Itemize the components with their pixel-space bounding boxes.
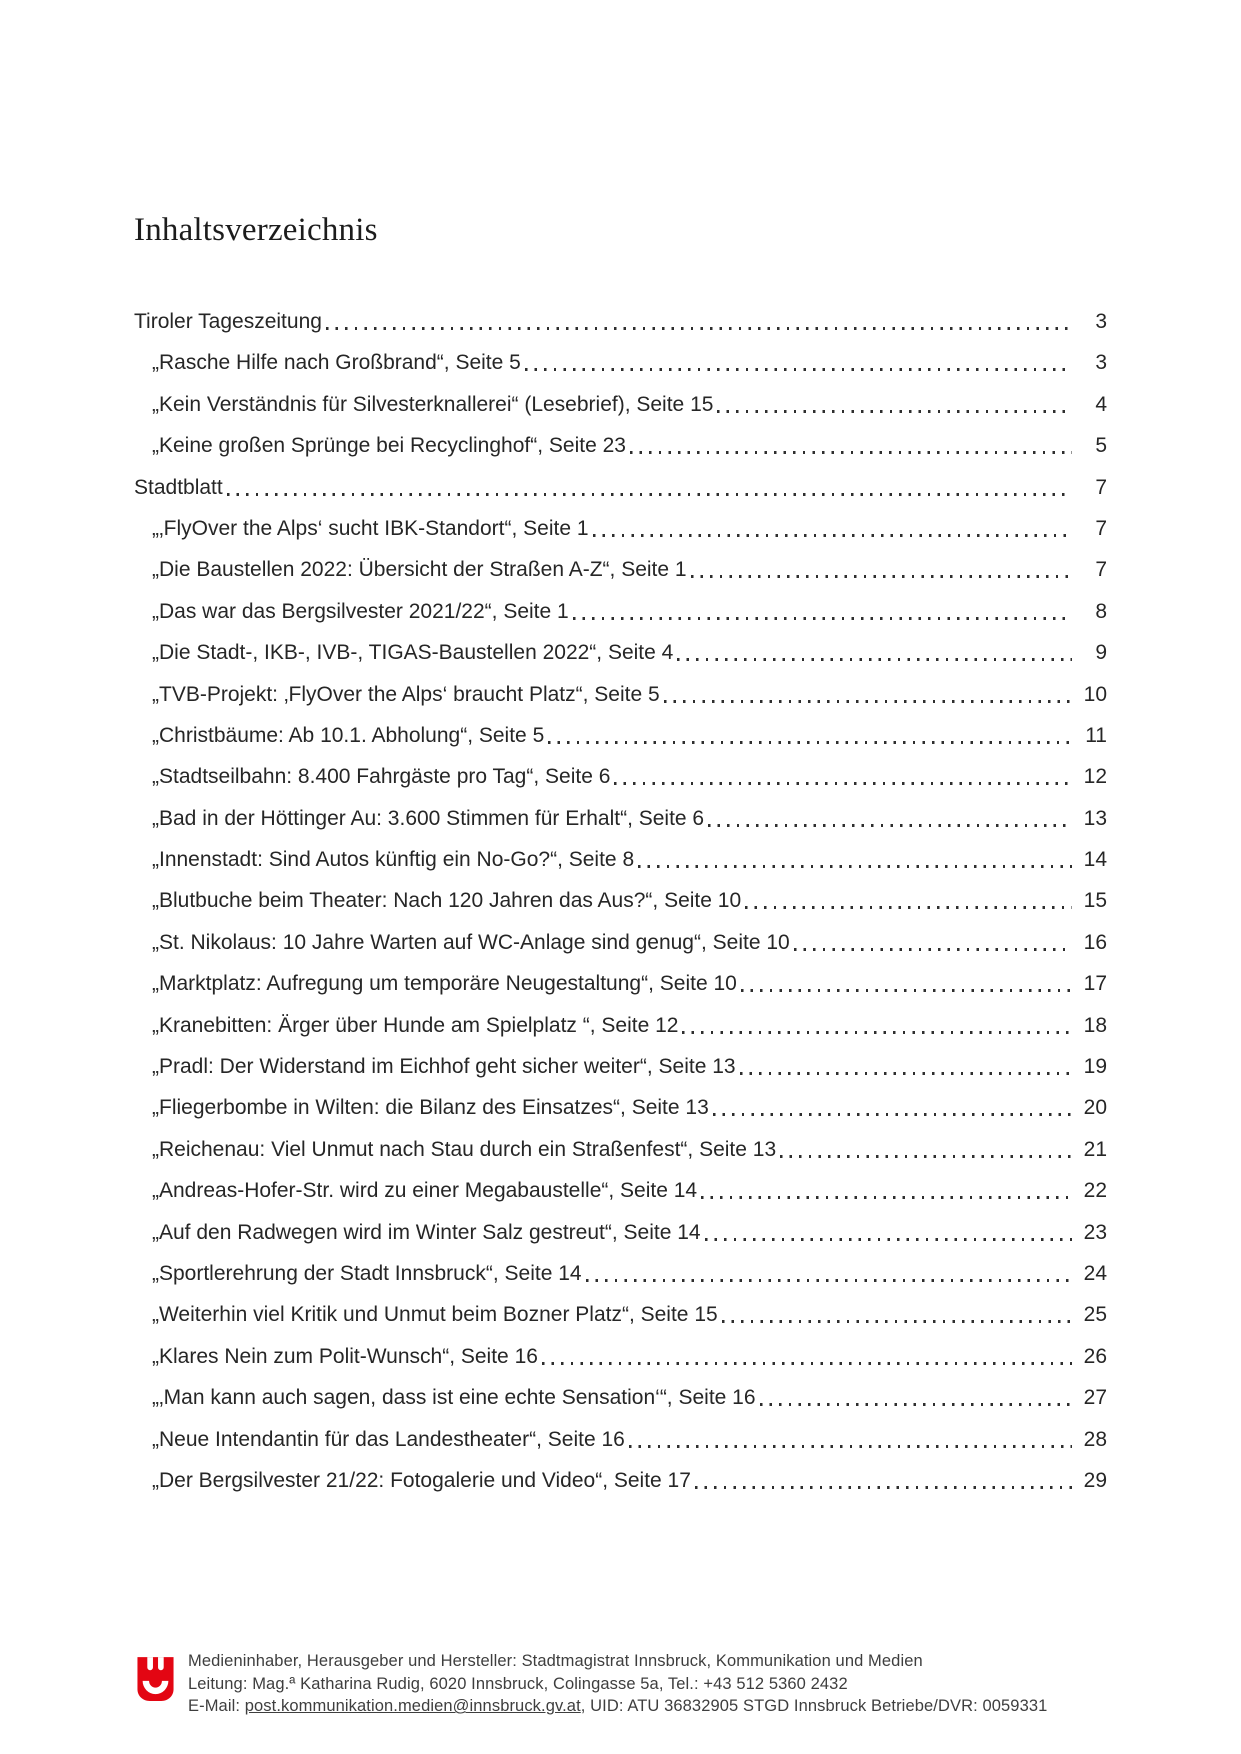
toc-entry[interactable]	[134, 1175, 1107, 1204]
toc-dot-leader	[593, 534, 1072, 537]
toc-entry[interactable]	[134, 968, 1107, 997]
toc-entry-page-number: 3	[1095, 310, 1107, 333]
toc-dot-leader	[722, 1320, 1072, 1323]
toc-entry[interactable]	[134, 389, 1107, 418]
toc-dot-leader	[745, 906, 1072, 909]
toc-entry-label: „Die Baustellen 2022: Übersicht der Straßen A-Z“, Seite 1	[152, 558, 687, 582]
toc-entry-label: „Andreas-Hofer-Str. wird zu einer Megabaustelle“, Seite 14	[152, 1179, 698, 1203]
toc-entry-label: „‚Man kann auch sagen, dass ist eine echte Sensation‘“, Seite 16	[152, 1386, 756, 1410]
page-title: Inhaltsverzeichnis	[134, 212, 378, 248]
toc-entry-page-number: 4	[1095, 392, 1107, 416]
toc-dot-leader	[227, 493, 1072, 496]
toc-entry[interactable]	[134, 1258, 1107, 1287]
toc-list	[134, 306, 1107, 1494]
toc-entry-label: „Pradl: Der Widerstand im Eichhof geht sicher weiter“, Seite 13	[152, 1055, 736, 1079]
innsbruck-logo-icon	[136, 1656, 175, 1707]
toc-entry-label: „Fliegerbombe in Wilten: die Bilanz des Einsatzes“, Seite 13	[152, 1096, 709, 1120]
toc-entry[interactable]	[134, 679, 1107, 708]
toc-dot-leader	[548, 741, 1072, 744]
toc-dot-leader	[326, 327, 1072, 330]
toc-dot-leader	[741, 989, 1072, 992]
toc-dot-leader	[705, 1238, 1072, 1241]
toc-entry-page-number: 12	[1083, 765, 1107, 789]
toc-dot-leader	[677, 658, 1072, 661]
toc-entry-label: „Stadtseilbahn: 8.400 Fahrgäste pro Tag“, Seite 6	[152, 765, 611, 789]
toc-entry-page-number: 9	[1095, 641, 1107, 665]
toc-entry-label: „Bad in der Höttinger Au: 3.600 Stimmen für Erhalt“, Seite 6	[152, 806, 705, 830]
toc-entry[interactable]	[134, 927, 1107, 956]
toc-entry-label: „Sportlerehrung der Stadt Innsbruck“, Seite 14	[152, 1261, 582, 1285]
toc-entry[interactable]	[134, 1424, 1107, 1453]
toc-entry-label: „Die Stadt-, IKB-, IVB-, TIGAS-Baustellen 2022“, Seite 4	[152, 641, 674, 665]
toc-dot-leader	[695, 1486, 1072, 1489]
toc-entry-label: „TVB-Projekt: ‚FlyOver the Alps‘ braucht Platz“, Seite 5	[152, 682, 660, 706]
toc-entry[interactable]	[134, 761, 1107, 790]
toc-entry-page-number: 15	[1083, 889, 1107, 913]
toc-entry-page-number: 7	[1095, 516, 1107, 540]
toc-entry-label: Tiroler Tageszeitung	[134, 310, 322, 333]
toc-dot-leader	[630, 451, 1072, 454]
toc-dot-leader	[664, 700, 1072, 703]
toc-entry-label: „Marktplatz: Aufregung um temporäre Neugestaltung“, Seite 10	[152, 972, 737, 996]
toc-dot-leader	[638, 865, 1072, 868]
toc-dot-leader	[682, 1031, 1072, 1034]
toc-entry[interactable]	[134, 306, 1107, 335]
toc-dot-leader	[740, 1072, 1072, 1075]
toc-dot-leader	[708, 824, 1072, 827]
toc-entry-page-number: 28	[1083, 1427, 1107, 1451]
toc-entry-label: „Weiterhin viel Kritik und Unmut beim Bozner Platz“, Seite 15	[152, 1303, 718, 1327]
toc-entry[interactable]	[134, 720, 1107, 749]
toc-entry-page-number: 5	[1095, 434, 1107, 458]
toc-dot-leader	[542, 1362, 1072, 1365]
toc-dot-leader	[614, 782, 1072, 785]
toc-entry-label: „Auf den Radwegen wird im Winter Salz gestreut“, Seite 14	[152, 1220, 701, 1244]
toc-entry[interactable]	[134, 1217, 1107, 1246]
toc-entry[interactable]	[134, 513, 1107, 542]
footer-email-link[interactable]: post.kommunikation.medien@innsbruck.gv.at	[244, 1697, 581, 1716]
toc-entry-label: „Rasche Hilfe nach Großbrand“, Seite 5	[152, 351, 521, 375]
toc-entry-label: „Das war das Bergsilvester 2021/22“, Seite 1	[152, 599, 569, 623]
footer-line-publisher: Medieninhaber, Herausgeber und Hersteller: Stadtmagistrat Innsbruck, Kommunikation und Medien	[188, 1652, 923, 1670]
toc-entry[interactable]	[134, 1382, 1107, 1411]
toc-entry[interactable]	[134, 1010, 1107, 1039]
toc-entry[interactable]	[134, 430, 1107, 459]
toc-entry-page-number: 14	[1083, 848, 1107, 872]
toc-entry-page-number: 3	[1095, 351, 1107, 375]
toc-entry-label: „‚FlyOver the Alps‘ sucht IBK-Standort“, Seite 1	[152, 516, 589, 540]
toc-entry[interactable]	[134, 844, 1107, 873]
toc-entry-page-number: 21	[1083, 1137, 1107, 1161]
toc-entry-page-number: 8	[1095, 599, 1107, 623]
toc-dot-leader	[717, 410, 1072, 413]
toc-entry-page-number: 24	[1083, 1261, 1107, 1285]
toc-entry-label: „Neue Intendantin für das Landestheater“, Seite 16	[152, 1427, 625, 1451]
toc-entry-page-number: 29	[1083, 1468, 1107, 1492]
toc-dot-leader	[713, 1113, 1072, 1116]
toc-entry-page-number: 17	[1083, 972, 1107, 996]
toc-entry[interactable]	[134, 1051, 1107, 1080]
toc-entry-label: „St. Nikolaus: 10 Jahre Warten auf WC-Anlage sind genug“, Seite 10	[152, 930, 790, 954]
toc-entry-label: „Klares Nein zum Polit-Wunsch“, Seite 16	[152, 1344, 538, 1368]
toc-entry[interactable]	[134, 803, 1107, 832]
footer-line-contact: Leitung: Mag.ª Katharina Rudig, 6020 Innsbruck, Colingasse 5a, Tel.: +43 512 5360 2432	[188, 1674, 848, 1693]
toc-entry-page-number: 27	[1083, 1386, 1107, 1410]
footer-line-email-uid	[188, 1695, 1047, 1718]
toc-entry-page-number: 11	[1085, 723, 1107, 747]
toc-entry-page-number: 16	[1083, 930, 1107, 954]
footer-email-prefix: E-Mail:	[188, 1697, 245, 1716]
toc-entry-label: „Der Bergsilvester 21/22: Fotogalerie und Video“, Seite 17	[152, 1468, 691, 1492]
toc-entry-label: „Reichenau: Viel Unmut nach Stau durch ein Straßenfest“, Seite 13	[152, 1137, 777, 1161]
toc-entry-page-number: 7	[1095, 558, 1107, 582]
toc-dot-leader	[586, 1279, 1072, 1282]
toc-entry-label: „Kein Verständnis für Silvesterknallerei“ (Lesebrief), Seite 15	[152, 392, 714, 416]
toc-entry[interactable]	[134, 596, 1107, 625]
toc-entry[interactable]	[134, 885, 1107, 914]
toc-entry[interactable]	[134, 554, 1107, 583]
toc-dot-leader	[629, 1445, 1072, 1448]
toc-entry[interactable]	[134, 1299, 1107, 1328]
toc-entry-page-number: 25	[1083, 1303, 1107, 1327]
toc-dot-leader	[691, 575, 1072, 578]
toc-entry[interactable]	[134, 637, 1107, 666]
toc-entry-page-number: 19	[1083, 1055, 1107, 1079]
toc-entry-page-number: 23	[1083, 1220, 1107, 1244]
toc-entry-page-number: 10	[1083, 682, 1107, 706]
toc-entry[interactable]	[134, 1465, 1107, 1494]
page-footer	[136, 1650, 1116, 1718]
footer-uid-text: , UID: ATU 36832905 STGD Innsbruck Betriebe/DVR: 0059331	[580, 1697, 1048, 1716]
toc-entry-page-number: 18	[1083, 1013, 1107, 1037]
toc-section	[134, 212, 1107, 1506]
toc-entry[interactable]	[134, 1134, 1107, 1163]
toc-dot-leader	[701, 1196, 1072, 1199]
toc-entry[interactable]	[134, 347, 1107, 376]
toc-dot-leader	[760, 1403, 1072, 1406]
footer-imprint	[188, 1650, 1047, 1718]
toc-entry-label: „Christbäume: Ab 10.1. Abholung“, Seite 5	[152, 723, 545, 747]
toc-entry[interactable]	[134, 1341, 1107, 1370]
toc-dot-leader	[573, 617, 1072, 620]
toc-entry[interactable]	[134, 472, 1107, 501]
toc-dot-leader	[780, 1155, 1072, 1158]
toc-entry-page-number: 22	[1083, 1179, 1107, 1203]
toc-dot-leader	[794, 948, 1072, 951]
toc-entry-page-number: 13	[1083, 806, 1107, 830]
toc-entry-page-number: 7	[1095, 475, 1107, 499]
toc-entry-page-number: 26	[1083, 1344, 1107, 1368]
toc-entry-label: „Kranebitten: Ärger über Hunde am Spielplatz “, Seite 12	[152, 1013, 679, 1037]
toc-entry-page-number: 20	[1083, 1096, 1107, 1120]
toc-entry-label: „Blutbuche beim Theater: Nach 120 Jahren das Aus?“, Seite 10	[152, 889, 742, 913]
toc-entry[interactable]	[134, 1092, 1107, 1121]
toc-entry-label: „Innenstadt: Sind Autos künftig ein No-Go?“, Seite 8	[152, 848, 635, 872]
toc-entry-label: „Keine großen Sprünge bei Recyclinghof“, Seite 23	[152, 434, 626, 458]
toc-entry-label: Stadtblatt	[134, 475, 223, 499]
toc-dot-leader	[525, 368, 1072, 371]
